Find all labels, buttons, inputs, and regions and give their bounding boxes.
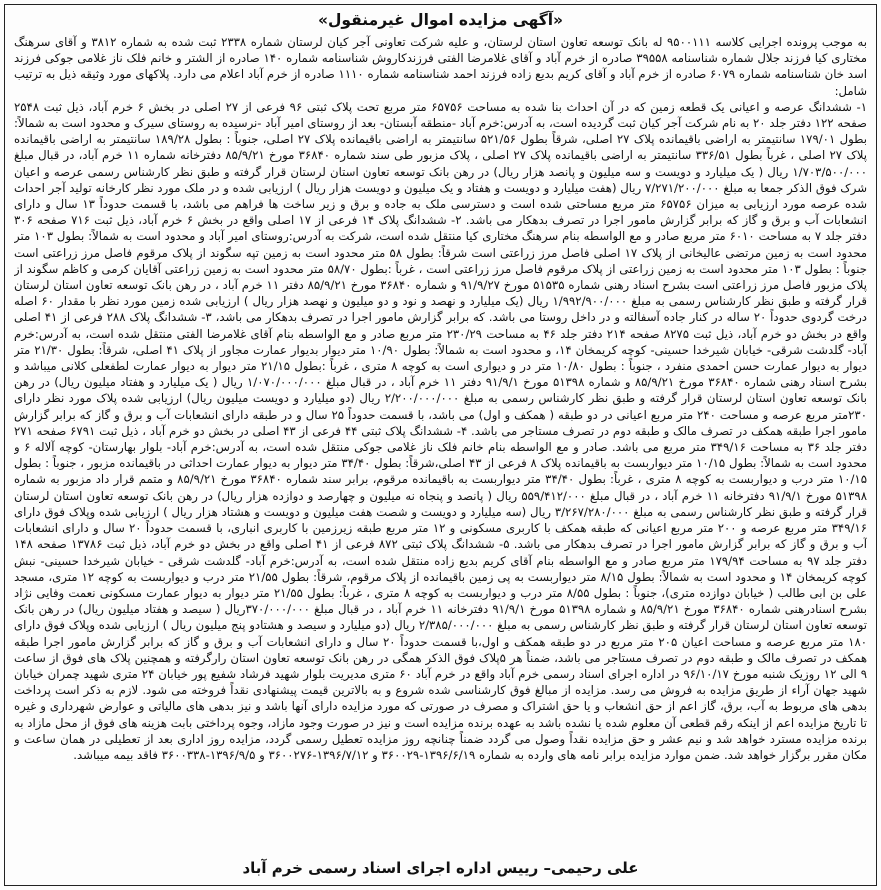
notice-intro: به موجب پرونده اجرایی کلاسه ۹۵۰۰۱۱۱ له بانک توسعه تعاون استان لرستان، و علیه شرکت تعاونی آجر کیان لرستان شماره ۲۳۳۸ ثبت شده به شماره ۳۸۱۲ و آقای سرهنگ مختاری کیا فرزند جلال شماره شناسنامه ۳۹۵۵۸ صادره از خرم آباد و آقای غلامرضا الفتی فرزندکاروش شناسنامه شماره ۱۴۰ صادره از الشتر و خانم فلک ناز غلامی جوکی فرزند اسد خان شناسنامه شماره ۶۰۷۹ صادره از خرم آباد و آقای کریم بدیع زاده فرزند احمد شناسنامه شماره ۱۱۱۰ صادره از خرم آباد اعلام می دارد. پلاکهای مورد وثیقه ذیل به ترتیب شامل: <box>14 35 867 98</box>
notice-paragraph: ۱- ششدانگ عرصه و اعیانی یک قطعه زمین که در آن احداث بنا شده به مساحت ۶۵۷۵۶ متر مربع تحت پلاک ثبتی ۹۶ فرعی از ۲۷ اصلی در بخش ۶ خرم آباد، ذیل ثبت ۲۵۴۸ صفحه ۱۲۲ دفتر جلد ۲۰ به نام شرکت آجر کیان ثبت گردیده است، به آدرس:خرم آباد -منطقه آبستان- بعد از روستای امیر آباد -نرسیده به روستای سیرک و محدود است به شمالاً: بطول ۱۷۹/۰۱ سانتیمتر به اراضی باقیمانده پلاک ۲۷ اصلی، شرقاً بطول ۵۲۱/۵۶ سانتیمتر به اراضی باقیمانده پلاک ۲۷ اصلی، جنوباً : بطول ۱۸۹/۲۸ سانتیمتر به اراضی باقیمانده پلاک ۲۷ اصلی ، غرباً بطول ۳۳۶/۵۱ سانتیمتر به اراضی باقیمانده پلاک ۲۷ اصلی ، پلاک مزبور طی سند شماره ۳۶۸۴۰ مورخ ۸۵/۹/۲۱ دفترخانه شماره ۱۱ خرم آباد، در قبال مبلغ ۱/۷۰۳/۵۰۰/۰۰۰ ریال ( یک میلیارد و دویست و سه میلیون و پانصد هزار ریال) در رهن بانک توسعه تعاون استان لرستان قرار گرفته و طبق نظر کارشناس رسمی عرصه و اعیان شرک فوق الذکر جمعا به مبلغ ۷/۲۷۱/۲۰۰/۰۰۰ ریال (هفت میلیارد و دویست و هفتاد و یک میلیون و دویست هزار ریال ) ارزیابی شده و در ملک مورد نظر کارخانه تولید آجر احداث شده عرصه مورد ارزیابی به میزان ۶۵۷۵۶ متر مربع مساحتی شده است و دسترسی ملک به جاده و برق و زیر ساخت ها فراهم می باشد، با قسمت حدوداً ۱۳ سال و دارای انشعابات آب و برق و گاز که برابر گزارش مامور اجرا در تصرف بدهکار می باشد. ۲- ششدانگ پلاک ۱۴ فرعی از ۱۷ اصلی واقع در بخش ۶ خرم آباد، ذیل ثبت ۷۱۶ صفحه ۳۰۶ دفتر جلد ۷ به مساحت ۶۰۱۰ متر مربع صادر و مع الواسطه بنام سرهنگ مختاری کیا منتقل شده است، شرکت به آدرس:روستای امیر آباد و محدود است به شمالاً: بطول ۱۰۳ متر محدود است به زمین مرتضی عالیخانی از پلاک ۱۷ اصلی فاصل مرز زراعتی است شرقاً: بطول ۵۸ متر محدود است به زمین تپه سگوند از پلاک مرقوم فاصل مرز زراعتی است جنوباً : بطول ۱۰۳ متر محدود است به زمین زراعتی از پلاک مرقوم فاصل مرز زراعتی است ، غرباً :بطول ۵۸/۷۰ متر محدود است به زمین زراعتی آقایان کرمی و کاظم سگوند از پلاک مزبور فاصل مرز زراعتی است بشرح اسناد رهنی شماره ۵۱۵۳۵ مورخ ۹۱/۹/۲۷ و شماره ۳۶۸۴۰ مورخ ۸۵/۹/۲۱ دفتر ۱۱ خرم آباد ، در رهن بانک توسعه تعاون استان لرستان قرار گرفته و طبق نظر کارشناس رسمی به مبلغ ۱/۹۹۲/۹۰۰/۰۰۰ ریال (یک میلیارد و نهصد و نود و دو میلیون و نهصد هزار ریال ) ارزیابی شده زمین مورد نظر با مقدار ۶۰ اصله درخت گردوی حدوداً ۲۰ ساله در کنار جاده آسفالته و در داخل روستا می باشد. که برابر گزارش مامور اجرا در تصرف بدهکار می باشد، ۳- ششدانگ پلاک ۲۸۸ فرعی از ۴۱ اصلی واقع در بخش دو خرم آباد، ذیل ثبت ۸۲۷۵ صفحه ۲۱۴ دفتر جلد ۴۶ به مساحت ۲۳۰/۲۹ متر مربع صادر و مع الواسطه بنام آقای غلامرضا الفتی منتقل شده است، به آدرس:خرم آباد- گلدشت شرقی- خیابان شیرخدا حسینی- کوچه کریمخان ۱۴، و محدود است به شمالاً: بطول ۱۰/۹۰ متر دیوار بدیوار عمارت مجاور از پلاک ۴۱ اصلی، شرقاً: بطول ۲۱/۳۰ متر دیوار به دیوار عمارت حسن احمدی منفرد ، جنوباً : بطول ۱۰/۸۰ متر در و دیواری است به کوچه ۸ متری ، غرباً :بطول ۲۱/۱۵ متر دیوار به دیوار عمارت لطفعلی کلانی میباشد و بشرح اسناد رهنی شماره ۳۶۸۴۰ مورخ ۸۵/۹/۲۱ و شماره ۵۱۳۹۸ مورخ ۹۱/۹/۱ دفتر ۱۱ خرم آباد ، در قبال مبلغ ۱/۰۷۰/۰۰۰/۰۰۰ ریال ( یک میلیارد و هفتاد میلیون ریال) در رهن بانک توسعه تعاون استان لرستان قرار گرفته و طبق نظر کارشناس رسمی به مبلغ ۲/۲۰۰/۰۰۰/۰۰۰ ریال (دو میلیارد و دویست میلیون ریال) ارزیابی شده پلاک مورد نظر دارای ۲۳۰متر مربع عرصه و مساحت ۲۴۰ متر مربع اعیانی در دو طبقه ( همکف و اول) می باشد، با قسمت حدوداً ۲۵ سال و در طبقه دارای انشعابات آب و برق و گاز که برابر گزارش مامور اجرا طبقه همکف در تصرف مالک و طبقه دوم در تصرف مستاجر می باشد. ۴- ششدانگ پلاک ثبتی ۴۴ فرعی از ۴۳ اصلی در بخش دو خرم آباد ، ذیل ثبت ۶۷۹۱ صفحه ۲۷۱ دفتر جلد ۳۶ به مساحت ۳۴۹/۱۶ متر مربع می باشد. صادر و مع الواسطه بنام خانم فلک ناز غلامی جوکی منتقل شده است، به آدرس:خرم آباد- بلوار بهارستان- کوچه آلاله ۶ و محدود است به شمالاً: بطول ۱۰/۱۵ متر دیواربست به باقیمانده پلاک ۸ فرعی از ۴۳ اصلی،شرقاً: بطول ۳۴/۴۰ متر دیوار به دیوار عمارت احداثی در باقیمانده مزبور ، جنوباً : بطول ۱۰/۱۵ متر درب و دیواربست به کوچه ۸ متری ، غرباً: بطول ۳۴/۴۰ متر دیواربست به باقیمانده مرقوم، برابر سند شماره ۳۶۸۴۰ مورخ ۸۵/۹/۲۱ و متمم قرار داد مزبور به شماره ۵۱۳۹۸ مورخ ۹۱/۹/۱ دفترخانه ۱۱ خرم آباد ، در قبال مبلغ ۵۵۹/۴۱۲/۰۰۰ ریال ( پانصد و پنجاه نه میلیون و چهارصد و دوازده هزار ریال) در رهن بانک توسعه تعاون استان لرستان قرار گرفته و طبق نظر کارشناس رسمی به مبلغ ۳/۲۶۷/۲۸۰/۰۰۰ ریال (سه میلیارد و دویست و شصت هفت میلیون و دویست و هشتاد هزار ریال ) ارزیابی شده وپلاک فوق دارای ۳۴۹/۱۶ متر مربع عرصه و ۲۰۰ متر مربع اعیانی که طبقه همکف با کاربری مسکونی و ۱۲ متر مربع طبقه زیرزمین با کاربری انباری، با قسمت حدوداً ۲۰ سال و دارای انشعابات آب و برق و گاز که برابر گزارش مامور اجرا در تصرف بدهکار می باشد. ۵- ششدانگ پلاک ثبتی ۸۷۲ فرعی از ۴۱ اصلی واقع در بخش دو خرم آباد، ذیل ثبت ۱۳۷۸۶ صفحه ۱۴۸ دفتر جلد ۹۷ به مساحت ۱۷۹/۹۴ متر مربع صادر و مع الواسطه بنام آقای کریم بدیع زاده منتقل شده است، به آدرس:خرم آباد- گلدشت شرقی - خیابان شیرخدا حسینی- نبش کوچه کریمخان ۱۴ و محدود است به شمالاً: بطول ۸/۱۵ متر دیواربست به پی زمین باقیمانده از پلاک مرقوم، شرقاً: بطول ۲۱/۵۵ متر درب و دیواربست به کوچه ۱۲ متری، مسجد علی بن ابی طالب ( خیابان دوازده متری)، جنوباً : بطول ۸/۵۵ متر درب و دیواربست به کوچه ۸ متری ، غرباً: بطول ۲۱/۵۵ متر دیوار به دیوار عمارت مسکونی نعمت وفایی نژاد بشرح اسنادرهنی شماره ۳۶۸۴۰ مورخ ۸۵/۹/۲۱ و شماره ۵۱۳۹۸ مورخ ۹۱/۹/۱ دفترخانه ۱۱ خرم آباد ، در قبال مبلغ ۳۷۰/۰۰۰/۰۰۰ریال ( سیصد و هفتاد میلیون ریال) در رهن بانک توسعه تعاون استان لرستان قرار گرفته و طبق نظر کارشناس رسمی به مبلغ ۲/۳۸۵/۰۰۰/۰۰۰ ریال (دو میلیارد و سیصد و هشتادو پنج میلیون ریال ) ارزیابی شده وپلاک فوق دارای ۱۸۰ متر مربع عرصه و مساحت اعیان ۲۰۵ متر مربع در دو طبقه همکف و اول،با قسمت حدوداً ۲۰ سال و دارای انشعابات آب و برق و گاز که برابر گزارش مامور اجرا طبقه همکف در تصرف مالک و طبقه دوم در تصرف مستاجر می باشد، ضمناً هر ۵پلاک فوق الذکر همگی در رهن بانک توسعه تعاون استان رارگرفته و همچنین پلاک های فوق از ساعت ۹ الی ۱۲ روزیک شنبه مورخ ۹۶/۱۰/۱۷ در اداره اجرای اسناد رسمی خرم آباد واقع در خرم آباد ۶۰ متری مدیریت بلوار شهید فرشاد شفیع پور خیابان ۲۴ متری شهید چمران خیابان شهید جهان آراء از طریق مزایده به فروش می رسد. مزایده از مبالغ فوق کارشناسی شده شروع و به بالاترین قیمت پیشنهادی نقداً فروخته می شود. لازم به ذکر است پرداخت بدهی های مربوط به آب، برق، گاز اعم از حق انشعاب و یا حق اشتراک و مصرف در صورتی که مورد مزایده دارای آنها باشد و نیز بدهی های مالیاتی و عوارض شهرداری و غیره تا تاریخ مزایده اعم از اینکه رقم قطعی آن معلوم شده یا نشده باشد به عهده برنده مزایده است و نیز در صورت وجود مازاد، وجوه پرداختی بابت هزینه های فوق از محل مازاد به برنده مزایده مسترد خواهد شد و نیم عشر و حق مزایده نقداً وصول می گردد ضمناً چنانچه روز مزایده تعطیل رسمی گردد، مزایده روز اداری بعد از تعطیلی در همان ساعت و مکان مقرر برگزار خواهد شد. ضمن موارد مزایده برابر نامه های وارده به شماره ۱۳۹۶/۶/۱۹-۳۶۰۰۲۹ و ۱۳۹۶/۷/۱۲-۳۶۰۰۲۷۶ و ۱۳۹۶/۹/۵-۳۶۰۰۳۳۸ فاقد بیمه میباشد. <box>14 99 867 762</box>
notice-title: «آگهی مزایده اموال غیرمنقول» <box>317 11 564 29</box>
notice-signature: علی رحیمی– رییس اداره اجرای اسناد رسمی خرم آباد <box>242 859 639 877</box>
notice-body <box>14 34 867 844</box>
